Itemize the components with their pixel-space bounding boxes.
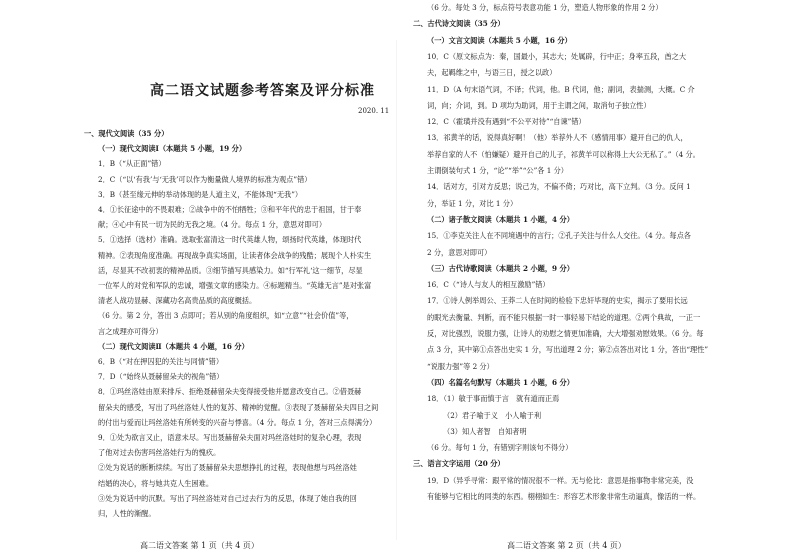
answer-line: 18．（1）敏于事而慎于言 就有道而正焉 [427, 394, 560, 404]
answer-line: 16．C（“诗人与友人的相互激励”错） [427, 280, 550, 290]
section-heading: （四）名篇名句默写（本题共 1 小题，6 分） [427, 377, 574, 387]
answer-line: 15．①李克关注人在不同境遇中的言行；②孔子关注与什么人交往。（4 分。每点各 [427, 231, 691, 241]
answer-line: 的眼光去衡量、判断，而不能只根据一时一事轻易下结论的道理。②两个典故，一正一 [427, 312, 701, 322]
answer-line: 5．①选择（选材）准确。选取张富清这一时代英雄人物，颂扬时代英雄，体现时代 [98, 235, 362, 245]
answer-line: 反，对比强烈，说服力强，让诗人的劝慰之情更加准确，大大增强劝慰效果。（6 分。每 [427, 329, 704, 338]
answer-line: 14．话对方，引对方反思；说己为，不偏不倚；巧对比，高下立判。（3 分。反问 1 [427, 182, 691, 192]
section-heading: （三）古代诗歌阅读（本题共 2 小题，9 分） [427, 263, 574, 273]
page-1-footer: 高二语文答案 第 1 页（共 4 页） [140, 541, 259, 550]
section-heading: （一）现代文阅读Ⅰ（本题共 5 小题，19 分） [98, 144, 247, 154]
answer-line: 1．B（“从正面”错） [98, 159, 166, 169]
answer-line: ③处为说话中的沉默。写出了玛丝洛娃对自己过去行为的反思，体现了她自我的回 [98, 493, 357, 503]
answer-line: 结婚的决心，将与她共克人生困难。 [98, 478, 214, 488]
answer-line: 了他对过去伤害玛丝洛娃行为的愧疚。 [98, 448, 221, 458]
answer-line: “说服力强”等 2 分） [427, 361, 494, 371]
answer-line: 归，人性的渐醒。 [98, 509, 156, 518]
answer-line: ②处为说话的断断续续。写出了聂赫留朵夫思想挣扎的过程，表现他想与玛丝洛娃 [98, 463, 357, 473]
answer-line: 17．①诗人例举周公、王莽二人在时间的检验下忠奸毕现的史实，揭示了要用长远 [427, 296, 688, 306]
answer-line: 分，举证 1 分，对比 1 分） [427, 198, 518, 208]
answer-line: （3）知人者智 自知者明 [443, 426, 527, 436]
answer-line: 10．C（原文标点为：秦，国最小，其志大；处属辟，行中正；身率五段，酋之大 [427, 51, 687, 61]
section-heading: （二）现代文阅读Ⅱ（本题共 4 小题，16 分） [98, 341, 249, 351]
answer-line: 言之成理亦可得分） [98, 326, 163, 336]
answer-line: 3．B（甚至缘元伸的举动体现的是人道主义，不能体现“无我”） [98, 189, 303, 199]
answer-line: 留朵夫的感受，写出了玛丝洛娃人性的复苏、精神的觉醒。③表现了聂赫留朵夫四目之间 [98, 402, 379, 412]
section-heading: （一）文言文阅读（本题共 5 小题，16 分） [427, 35, 572, 45]
answer-line: （6 分。第 2 分，答出 3 点即可；若从别的角度组织，如“立意”“社会价值”等， [98, 311, 354, 321]
section-heading: 三、语言文字运用（20 分） [413, 459, 505, 469]
answer-line: 13．祁黄羊的话，说得真好啊！（他）举荐外人不（感情用事）避开自己的仇人， [427, 133, 688, 143]
answer-line: 8．①玛丝洛娃由原来排斥、拒绝聂赫留朵夫变得接受他并愿意改变自己。②借聂赫 [98, 387, 362, 397]
answer-line: 有能够与它相比的同类的东西。栩栩如生：形容艺术形象非常生动逼真，像活的一样。 [427, 492, 701, 501]
answer-line: 活，尽显其不改初衷的精神品质。③细节描写具感染力。如“行军礼‘这一细节，尽显 [98, 265, 363, 275]
section-heading: （二）诸子散文阅读（本题共 1 小题，4 分） [427, 214, 574, 224]
page-2-footer: 高二语文答案 第 2 页（共 4 页） [507, 541, 626, 550]
answer-line: 19．D（异乎寻常：跟平常的情况很不一样。无与伦比：意思是指事物非常完美，没 [427, 475, 694, 485]
answer-line: 夫，起羁维之中，与语三日，授之以政） [427, 68, 557, 78]
answer-line: 清老人战功显赫、深藏功名高贵品质的高度概括。 [98, 296, 257, 306]
answer-line: 12．C（霍璜并没有遇到“不公平对待”“自谏”错） [427, 117, 586, 127]
answer-line: 一位军人的对党和军队的忠诚，增强文章的感染力。④标题精当。“英雄无言”是对张富 [98, 281, 372, 290]
page-gutter [396, 40, 397, 540]
answer-line: 6．B（“对在押囚犯的关注与同情”错） [98, 357, 224, 366]
document-date: 2020. 11 [358, 107, 390, 115]
answer-line: 点 3 分，其中第①点答出史实 1 分，写出道理 2 分；第②点答出对比 1 分，答出“理性” [427, 345, 709, 355]
answer-line: 7．D（“始终从聂赫留朵夫的视角”错） [98, 372, 224, 382]
answer-line: 词，向；介词，到。D 项均为助词，用于主谓之间，取消句子独立性） [427, 100, 651, 110]
answer-line: 精神。②表现角度准确。再现战争真实场面，让读者体会战争的残酷；展现个人朴实生 [98, 250, 372, 260]
answer-line: 9．①处为欲言又止，语意未尽。写出聂赫留朵夫面对玛丝洛娃时的复杂心理，表现 [98, 433, 362, 442]
answer-line: 2 分，意思对即可） [427, 247, 492, 257]
answer-line: 4．①长征途中的不畏艰难；②战争中的不怕牺牲；③和平年代的忠于祖国，甘于奉 [98, 205, 362, 214]
answer-line: 主谓倒装句式 1 分，“论”“举”“公”各 1 分） [427, 166, 568, 175]
section-heading: 一、现代文阅读（35 分） [84, 129, 169, 138]
section-heading: 二、古代诗文阅读（35 分） [413, 19, 505, 29]
answer-line: （6 分。每句 1 分，有错别字则该句不得分） [427, 443, 573, 453]
answer-line: 的付出与爱而让玛丝洛娃有所转变的兴奋与悸喜。（4 分。每点 1 分，答对三点得满分） [98, 417, 377, 427]
answer-line: 2．C（“以‘有我’与‘无我’可以作为衡量做人境界的标准为观点”错） [98, 174, 312, 184]
answer-line: （2）君子喻于义 小人喻于利 [443, 410, 542, 420]
answer-line: 11．D（A 句末语气词，不译；代词，他。B 代词，他；副词，表揣测，大概。C 介 [427, 84, 695, 94]
document-title: 高二语文试题参考答案及评分标准 [150, 83, 375, 99]
answer-line: （6 分。每处 3 分，标点符号表意功能 1 分，塑造人物形象的作用 2 分） [427, 3, 663, 12]
answer-line: 献；④心中有民一切为民的无我之境。（4 分。每点 1 分，意思对即可） [98, 220, 327, 230]
answer-line: 举荐自家的人不（怕嫌疑）避开自己的儿子，祁黄羊可以称得上大公无私了。”（4 分。 [427, 149, 700, 159]
